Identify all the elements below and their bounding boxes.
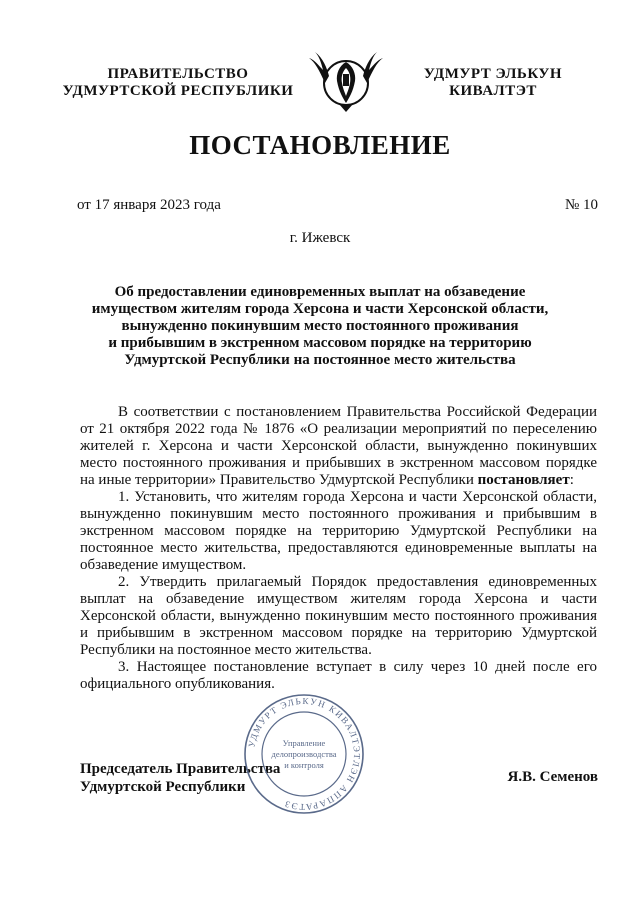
header-right-title (398, 66, 588, 100)
item-paragraph-2: 2. Утвердить прилагаемый Порядок предоставления единовременных выплат на обзаведение имуществом жителям города Херсона и части Херсонской области, вынужденно покинувшим место постоянного проживания и прибывшим в экстренном массовом порядке на территорию Удмуртской Республики на постоянное место жительства. (80, 574, 597, 658)
title-line: и прибывшим в экстренном массовом порядке на территорию (108, 335, 532, 351)
title-line: Удмуртской Республики на постоянное место жительства (124, 352, 516, 368)
stamp-inner-line-2: делопроизводства (271, 749, 337, 759)
header-left-line-2: УДМУРТСКОЙ РЕСПУБЛИКИ (62, 83, 294, 99)
stamp-inner-line-3: и контроля (284, 760, 324, 770)
document-type: ПОСТАНОВЛЕНИЕ (189, 130, 451, 160)
official-stamp (242, 692, 366, 816)
title-line: вынужденно покинувшим место постоянного проживания (121, 318, 519, 334)
header-left-title (58, 66, 298, 100)
header-left-line-1: ПРАВИТЕЛЬСТВО (107, 66, 249, 82)
preamble-end: : (569, 472, 574, 488)
preamble-text: В соответствии с постановлением Правительства Российской Федерации от 21 октября 2022 года № 1876 «О реализации мероприятий по переселению жителей г. Херсона и части Херсонской области, вынужденно покинувших место постоянного проживания и прибывших в экстренном массовом порядке на иные территории» Правительство Удмуртской Республики (80, 404, 597, 488)
title-line: имуществом жителям города Херсона и части Херсонской области, (91, 301, 549, 317)
preamble-bold-word: постановляет (477, 472, 570, 488)
document-title (70, 284, 570, 369)
document-city: г. Ижевск (289, 230, 351, 246)
header-right-line-2: КИВАЛТЭТ (449, 83, 537, 99)
signatory-position-line-2: Удмуртской Республики (80, 779, 246, 795)
signatory-name: Я.В. Семенов (507, 769, 598, 785)
header-right-line-1: УДМУРТ ЭЛЬКУН (423, 66, 563, 82)
stamp-ring-text: УДМУРТ ЭЛЬКУН КИВАЛТЭТЛЭН АППАРАТЭЗ (246, 695, 363, 813)
signatory-position-line-1: Председатель Правительства (80, 761, 281, 777)
preamble-paragraph (80, 404, 597, 489)
item-paragraph-3: 3. Настоящее постановление вступает в силу через 10 дней после его официального опубликования. (80, 659, 597, 692)
item-paragraph-1: 1. Установить, что жителям города Херсона и части Херсонской области, вынужденно покинувшим место постоянного проживания и прибывшим в экстренном массовом порядке на территорию Удмуртской Республики на постоянное место жительства, предоставляются единовременные выплаты на обзаведение имуществом. (80, 489, 597, 573)
stamp-inner-line-1: Управление (282, 738, 326, 748)
coat-of-arms-icon (301, 48, 391, 118)
document-date: от 17 января 2023 года (77, 197, 221, 213)
title-line: Об предоставлении единовременных выплат на обзаведение (114, 284, 526, 300)
document-body (80, 404, 597, 693)
document-number: № 10 (564, 197, 598, 213)
